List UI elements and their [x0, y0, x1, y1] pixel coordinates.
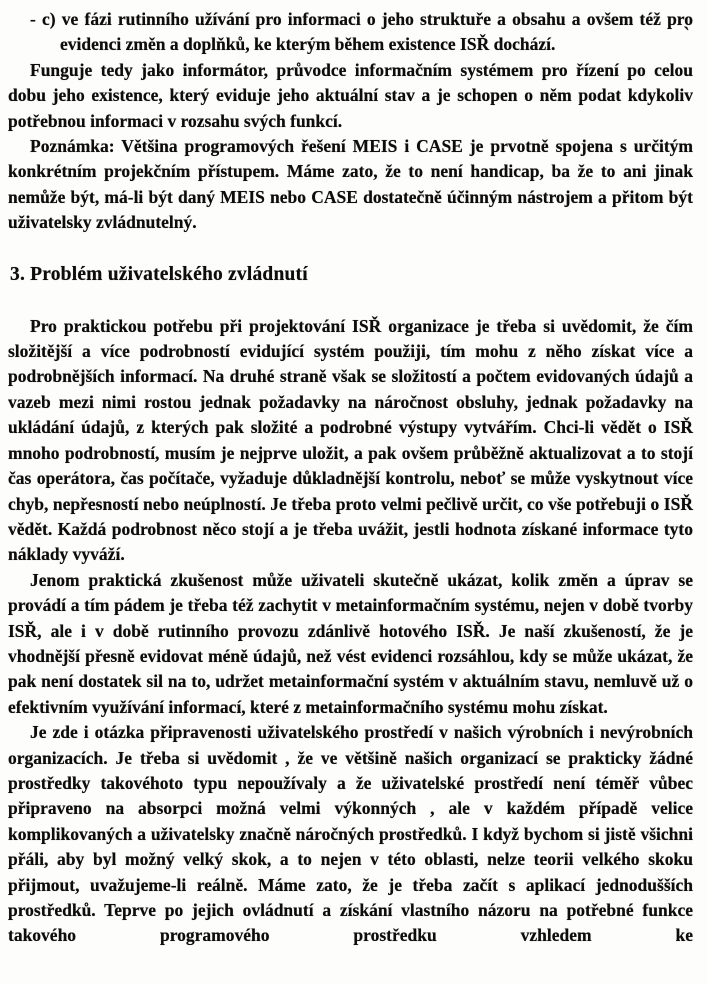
paragraph-funguje: Funguje tedy jako informátor, průvodce informačním systémem pro řízení po celou dobu jeho existence, který eviduje jeho aktuální stav a je schopen o něm podat kdykoliv potřebnou informaci v rozsahu svých funkcí. [8, 59, 693, 131]
list-item-c-text: ve fázi rutinního užívání pro informaci o jeho struktuře a obsahu a ovšem též pro evidenci změn a doplňků, ke kterým během existence ISŘ dochází. [60, 9, 694, 55]
paragraph-jenom-prakticka: Jenom praktická zkušenost může uživateli skutečně ukázat, kolik změn a úprav se provádí a tím pádem je třeba též zachytit v metainformačním systému, nejen v době tvorby ISŘ, ale i v době rutinního provozu zdánlivě hotového ISŘ. Je naší zkušeností, že je vhodnější přesně evidovat méně údajů, než vést evidenci rozsáhlou, kdy se může ukázat, že pak není dostatek sil na to, udržet metainformační systém v aktuálním stavu, nemluvě už o efektivním využívání informací, které z metainformačního systému mohu získat. [8, 569, 693, 717]
paragraph-poznamka: Poznámka: Většina programových řešení MEIS i CASE je prvotně spojena s určitým konkrétním projekčním přístupem. Máme zato, že to není handicap, ba že to ani jinak nemůže být, má-li být daný MEIS nebo CASE dostatečně účinným nástrojem a přitom být uživatelsky zvládnutelný. [8, 136, 693, 233]
paragraph-je-zde-otazka: Je zde i otázka připravenosti uživatelského prostředí v našich výrobních i nevýrobních organizacích. Je třeba si uvědomit , že ve většině našich organizací se prakticky žádné prostředky takovéhoto typu nepoužívaly a že uživatelské prostředí není téměř vůbec připraveno na absorpci možná velmi výkonných , ale v každém případě velice komplikovaných a uživatelsky značně náročných prostředků. I když bychom si jistě všichni přáli, aby byl možný velký skok, a to nejen v této oblasti, nelze teorii velkého skoku přijmout, uvažujeme-li reálně. Máme zato, že je třeba začít s aplikací jednodušších prostředků. Teprve po jejich ovládnutí a získání vlastního názoru na potřebné funkce takového programového prostředku vzhledem ke [8, 722, 693, 946]
section-heading: 3. Problém uživatelského zvládnutí [10, 263, 308, 285]
scan-artifact-mark: ` [680, 21, 691, 48]
paragraph-pro-praktickou: Pro praktickou potřebu při projektování ISŘ organizace je třeba si uvědomit, že čím složitější a více podrobností evidující systém použiji, tím mohu z něho získat více a podrobnějších informací. Na druhé straně však se složitostí a počtem evidovaných údajů a vazeb mezi nimi rostou jednak požadavky na náročnost obsluhy, jednak požadavky na ukládání údajů, z kterých pak složité a podrobné výstupy vytvářím. Chci-li vědět o ISŘ mnoho podrobností, musím je nejprve uložit, a pak ovšem průběžně aktualizovat a to stojí čas operátora, čas počítače, vyžaduje důkladnější kontrolu, neboť se může vyskytnout více chyb, nepřesností nebo neúplností. Je třeba proto velmi pečlivě určit, co vše potřebuji o ISŘ vědět. Každá podrobnost něco stojí a je třeba uvážit, jestli hodnota získané informace tyto náklady vyváží. [8, 315, 693, 565]
list-item-c [8, 7, 693, 58]
list-item-c-marker: - c) [30, 9, 56, 29]
document-text-block [8, 7, 693, 949]
